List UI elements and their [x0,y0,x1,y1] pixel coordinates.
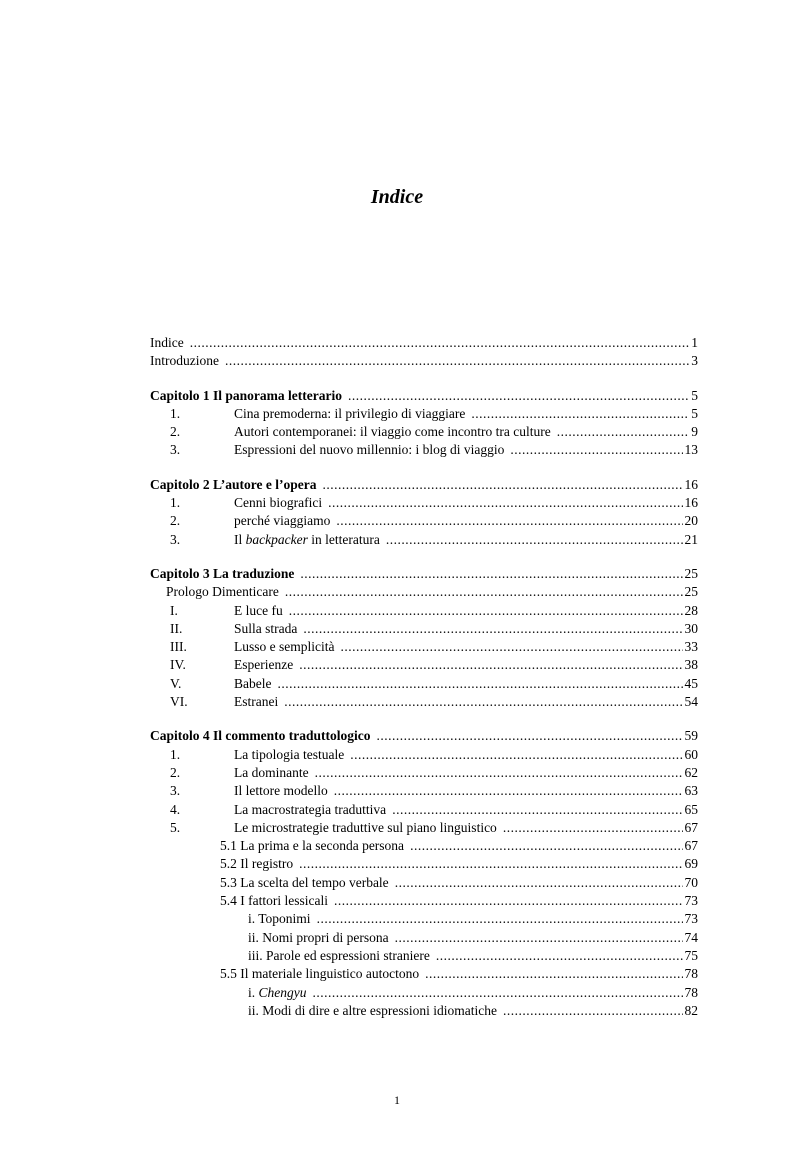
toc-leader-dots [334,783,683,799]
toc-entry-page: 70 [684,874,698,890]
toc-entry-title: Sulla strada [234,620,298,636]
toc-entry[interactable] [150,765,698,783]
toc-entry-page: 62 [684,764,698,780]
toc-entry-title: Capitolo 2 L’autore e l’opera [150,476,317,492]
toc-leader-dots [328,495,682,511]
toc-entry-title: ii. Nomi propri di persona [248,929,389,945]
toc-entry-title: Autori contemporanei: il viaggio come incontro tra culture [234,424,551,440]
toc-entry-number: 1. [170,405,181,421]
toc-entry-title: La tipologia testuale [234,746,345,762]
toc-entry-number: 3. [170,783,181,799]
toc-entry-page: 67 [684,838,698,854]
toc-entry-title: 5.4 I fattori lessicali [220,893,328,909]
toc-entry-title: Capitolo 4 Il commento traduttologico [150,728,371,744]
toc-leader-dots [300,566,682,582]
toc-entry-title: 5.2 Il registro [220,856,294,872]
toc-entry[interactable] [150,388,698,406]
toc-leader-dots [557,424,689,440]
toc-entry[interactable] [150,820,698,838]
toc-entry-page: 28 [684,602,698,618]
toc-entry[interactable] [150,875,698,893]
toc-leader-dots [503,1003,683,1019]
toc-entry[interactable] [150,603,698,621]
toc-leader-dots [299,856,682,872]
toc-entry[interactable] [150,584,698,602]
toc-entry-page: 30 [684,620,698,636]
toc-leader-dots [395,875,683,891]
toc-entry-number: IV. [170,657,186,673]
toc-leader-dots [425,966,682,982]
toc-entry-number: 3. [170,442,181,458]
page-number: 1 [394,1093,400,1107]
toc-entry-title: ii. Modi di dire e altre espressioni idiomatiche [248,1002,497,1018]
toc-entry[interactable] [150,694,698,712]
toc-entry-page: 38 [684,657,698,673]
toc-leader-dots [471,406,689,422]
toc-entry[interactable] [150,532,698,550]
toc-leader-dots [299,657,682,673]
toc-entry-title: 5.5 Il materiale linguistico autoctono [220,966,420,982]
toc-entry-title: Lusso e semplicità [234,639,335,655]
toc-entry-page: 5 [691,387,698,403]
toc-entry-title: E luce fu [234,602,283,618]
toc-entry[interactable] [150,566,698,584]
toc-entry-page: 73 [684,893,698,909]
toc-entry-number: II. [170,620,183,636]
toc-entry-page: 78 [684,984,698,1000]
toc-entry-number: III. [170,639,187,655]
toc-entry-number: 4. [170,801,181,817]
toc-leader-dots [410,838,682,854]
toc-leader-dots [277,676,682,692]
toc-entry-number: 3. [170,531,181,547]
page-title: Indice [370,186,424,208]
toc-entry[interactable] [150,621,698,639]
toc-leader-dots [392,802,682,818]
toc-entry[interactable] [150,406,698,424]
toc-entry-page: 65 [684,801,698,817]
toc-entry[interactable] [150,424,698,442]
toc-entry-number: 1. [170,746,181,762]
toc-entry[interactable] [150,930,698,948]
toc-entry-page: 25 [684,565,698,581]
toc-entry-title: La macrostrategia traduttiva [234,801,387,817]
toc-leader-dots [323,477,683,493]
toc-entry-page: 67 [684,819,698,835]
toc-entry-number: V. [170,675,182,691]
toc-entry-title: i. Chengyu [248,984,307,1000]
toc-entry[interactable] [150,948,698,966]
toc-entry[interactable] [150,747,698,765]
toc-leader-dots [289,603,683,619]
toc-entry-title: La dominante [234,764,309,780]
toc-leader-dots [303,621,682,637]
toc-leader-dots [284,694,682,710]
toc-entry-title: Indice [150,335,184,350]
toc-entry-title: Espressioni del nuovo millennio: i blog di viaggio [234,442,505,458]
toc-entry-page: 75 [684,947,698,963]
toc-entry-page: 33 [684,639,698,655]
toc-leader-dots [190,335,690,351]
toc-entry-title: Cina premoderna: il privilegio di viaggiare [234,405,466,421]
toc-entry-page: 78 [684,966,698,982]
toc-entry-page: 20 [684,513,698,529]
toc-entry[interactable] [150,513,698,531]
toc-entry-title: Il backpacker in letteratura [234,531,380,547]
toc-entry-page: 25 [684,584,698,600]
toc-leader-dots [436,948,683,964]
toc-entry-number: 2. [170,513,181,529]
toc-entry-page: 16 [684,476,698,492]
toc-entry-page: 74 [684,929,698,945]
toc-leader-dots [503,820,683,836]
toc-leader-dots [340,639,682,655]
toc-leader-dots [376,728,682,744]
toc-entry-title: 5.1 La prima e la seconda persona [220,838,405,854]
toc-entry-title: Capitolo 3 La traduzione [150,565,295,581]
toc-leader-dots [315,765,683,781]
toc-entry-page: 1 [691,335,698,350]
toc-entry-title: i. Toponimi [248,911,311,927]
toc-leader-dots [395,930,683,946]
toc-entry-title: perché viaggiamo [234,513,331,529]
toc-entry[interactable] [150,335,698,353]
toc-entry-page: 69 [684,856,698,872]
toc-entry-page: 59 [684,728,698,744]
toc-entry-page: 21 [684,531,698,547]
toc-entry-page: 3 [691,353,698,369]
toc-entry[interactable] [150,676,698,694]
toc-entry-title: 5.3 La scelta del tempo verbale [220,874,389,890]
toc-leader-dots [350,747,682,763]
toc-entry-page: 13 [684,442,698,458]
toc-entry[interactable] [150,783,698,801]
toc-entry-page: 16 [684,495,698,511]
toc-leader-dots [285,584,683,600]
toc-entry-number: 5. [170,819,181,835]
toc-entry[interactable] [150,966,698,984]
toc-entry-page: 9 [691,424,698,440]
toc-entry-number: VI. [170,694,188,710]
toc-entry[interactable] [150,838,698,856]
toc-entry-title: Introduzione [150,353,219,369]
toc-entry-title: Prologo Dimenticare [166,584,279,600]
toc-entry[interactable] [150,893,698,911]
toc-entry-page: 82 [684,1002,698,1018]
toc-entry-title: Capitolo 1 Il panorama letterario [150,387,342,403]
toc-entry[interactable] [150,985,698,1003]
toc-leader-dots [336,513,682,529]
toc-entry[interactable] [150,802,698,820]
toc-entry[interactable] [150,911,698,929]
toc-entry-title: Estranei [234,694,279,710]
toc-entry[interactable] [150,477,698,495]
toc-leader-dots [313,985,683,1001]
table-of-contents [150,335,698,1021]
toc-entry-title: Il lettore modello [234,783,328,799]
toc-leader-dots [334,893,683,909]
toc-entry-page: 73 [684,911,698,927]
toc-entry[interactable] [150,728,698,746]
toc-entry-page: 54 [684,694,698,710]
toc-entry-number: 2. [170,764,181,780]
toc-leader-dots [386,532,683,548]
toc-entry-page: 63 [684,783,698,799]
toc-entry[interactable] [150,639,698,657]
toc-entry-page: 60 [684,746,698,762]
toc-entry-number: I. [170,602,178,618]
toc-leader-dots [348,388,689,404]
toc-entry-title: Le microstrategie traduttive sul piano linguistico [234,819,497,835]
toc-entry[interactable] [150,442,698,460]
toc-entry[interactable] [150,657,698,675]
toc-entry-title: Babele [234,675,272,691]
toc-entry-page: 5 [691,405,698,421]
toc-entry-page: 45 [684,675,698,691]
toc-entry[interactable] [150,495,698,513]
toc-entry-number: 2. [170,424,181,440]
toc-entry[interactable] [150,856,698,874]
toc-entry-number: 1. [170,495,181,511]
toc-leader-dots [225,353,689,369]
toc-leader-dots [510,442,682,458]
toc-entry-title: Cenni biografici [234,495,323,511]
toc-entry[interactable] [150,1003,698,1021]
toc-entry-title: iii. Parole ed espressioni straniere [248,947,430,963]
toc-entry-title: Esperienze [234,657,294,673]
toc-entry[interactable] [150,353,698,371]
toc-leader-dots [317,911,683,927]
